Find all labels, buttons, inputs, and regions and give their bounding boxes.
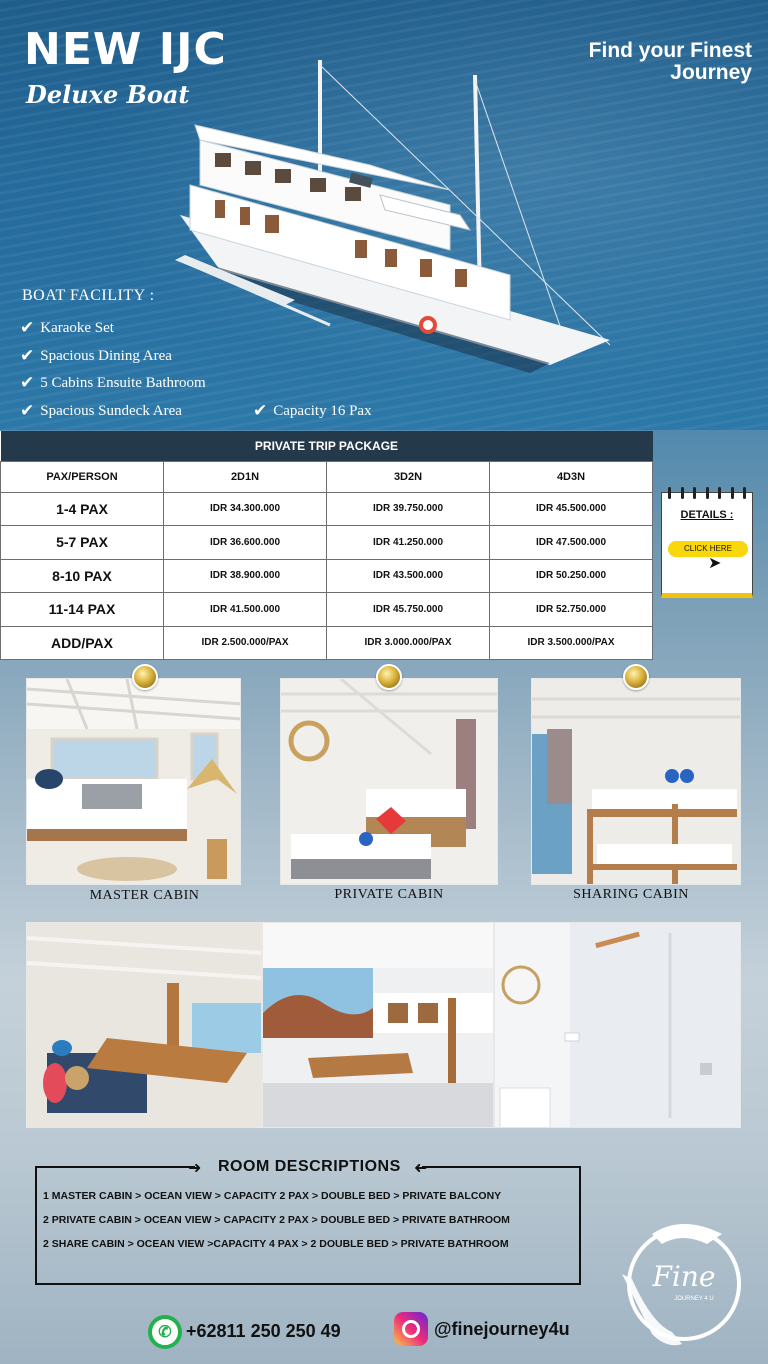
binder-rings <box>668 487 746 499</box>
instagram-icon[interactable] <box>394 1312 428 1346</box>
pax-cell: 1-4 PAX <box>1 492 164 526</box>
whatsapp-icon[interactable]: ✆ <box>148 1315 182 1349</box>
price-cell: IDR 38.900.000 <box>164 559 327 593</box>
cabin-label-master: MASTER CABIN <box>89 888 200 903</box>
cabin-label-private: PRIVATE CABIN <box>334 887 444 902</box>
facility-item-dining <box>20 346 172 366</box>
room-descriptions-box <box>35 1167 581 1285</box>
table-row <box>1 492 653 526</box>
price-cell: IDR 3.000.000/PAX <box>327 626 490 660</box>
price-cell: IDR 52.750.000 <box>490 593 653 627</box>
price-cell: IDR 47.500.000 <box>490 526 653 560</box>
price-cell: IDR 45.500.000 <box>490 492 653 526</box>
price-cell: IDR 39.750.000 <box>327 492 490 526</box>
arrow-left-icon: ➜ <box>414 1160 428 1177</box>
logo-text: Fine <box>652 1260 716 1293</box>
dining-area-photo <box>26 922 262 1128</box>
instagram-handle[interactable]: @finejourney4u <box>434 1319 570 1339</box>
facility-item-label: Spacious Sundeck Area <box>40 402 182 419</box>
table-row <box>1 626 653 660</box>
pax-cell: 5-7 PAX <box>1 526 164 560</box>
table-header-row <box>1 461 653 492</box>
checkmark-icon: ✔ <box>253 401 268 420</box>
checkmark-icon: ✔ <box>20 346 35 365</box>
private-cabin-photo <box>280 678 498 885</box>
price-cell: IDR 41.250.000 <box>327 526 490 560</box>
pax-cell: 8-10 PAX <box>1 559 164 593</box>
cabin-label-sharing: SHARING CABIN <box>573 887 689 902</box>
price-cell: IDR 50.250.000 <box>490 559 653 593</box>
hero-section <box>0 0 768 430</box>
pushpin-icon <box>623 664 649 690</box>
facility-item-sundeck <box>20 401 182 421</box>
room-description-line: 1 MASTER CABIN > OCEAN VIEW > CAPACITY 2 PAX > DOUBLE BED > PRIVATE BALCONY <box>43 1190 502 1202</box>
cursor-icon: ➤ <box>708 555 722 572</box>
fine-journey-logo <box>612 1214 752 1354</box>
table-row <box>1 559 653 593</box>
facility-item-karaoke <box>20 318 114 338</box>
facility-item-label: 5 Cabins Ensuite Bathroom <box>40 374 206 391</box>
table-row <box>1 593 653 627</box>
facility-item-label: Capacity 16 Pax <box>273 402 372 419</box>
logo-subtext: JOURNEY 4 U <box>674 1296 714 1302</box>
room-description-line: 2 PRIVATE CABIN > OCEAN VIEW > CAPACITY 2 PAX > DOUBLE BED > PRIVATE BATHROOM <box>43 1214 510 1226</box>
facility-item-label: Karaoke Set <box>40 319 114 336</box>
table-row <box>1 526 653 560</box>
click-here-button[interactable]: CLICK HERE <box>668 541 748 557</box>
checkmark-icon: ✔ <box>20 373 35 392</box>
sundeck-photo <box>262 922 494 1128</box>
sharing-cabin-photo <box>531 678 741 885</box>
column-header: 4D3N <box>490 461 653 492</box>
details-card <box>661 492 753 598</box>
column-header: PAX/PERSON <box>1 461 164 492</box>
master-cabin-photo <box>26 678 241 885</box>
column-header: 3D2N <box>327 461 490 492</box>
tagline-line-1: Find your Finest <box>588 39 752 62</box>
pushpin-icon <box>132 664 158 690</box>
room-description-line: 2 SHARE CABIN > OCEAN VIEW >CAPACITY 4 PAX > 2 DOUBLE BED > PRIVATE BATHROOM <box>43 1238 509 1250</box>
price-cell: IDR 3.500.000/PAX <box>490 626 653 660</box>
price-cell: IDR 43.500.000 <box>327 559 490 593</box>
arrow-right-icon: ➜ <box>188 1160 202 1177</box>
phone-number[interactable]: +62811 250 250 49 <box>186 1321 341 1341</box>
price-cell: IDR 41.500.000 <box>164 593 327 627</box>
hero-subtitle: Deluxe Boat <box>26 80 190 109</box>
price-table <box>0 431 653 660</box>
price-cell: IDR 34.300.000 <box>164 492 327 526</box>
facility-title: BOAT FACILITY : <box>22 287 155 304</box>
details-label: DETAILS : <box>680 509 734 521</box>
price-cell: IDR 45.750.000 <box>327 593 490 627</box>
column-header: 2D1N <box>164 461 327 492</box>
pushpin-icon <box>376 664 402 690</box>
room-descriptions-title: ROOM DESCRIPTIONS <box>218 1158 401 1175</box>
boat-image <box>170 55 620 385</box>
facility-item-label: Spacious Dining Area <box>40 347 172 364</box>
pax-cell: 11-14 PAX <box>1 593 164 627</box>
checkmark-icon: ✔ <box>20 318 35 337</box>
table-title: PRIVATE TRIP PACKAGE <box>1 431 653 461</box>
facility-item-cabins <box>20 373 206 393</box>
price-cell: IDR 36.600.000 <box>164 526 327 560</box>
price-cell: IDR 2.500.000/PAX <box>164 626 327 660</box>
facility-item-capacity <box>253 401 372 421</box>
checkmark-icon: ✔ <box>20 401 35 420</box>
tagline-line-2: Journey <box>670 61 752 84</box>
bathroom-photo <box>494 922 741 1128</box>
pax-cell: ADD/PAX <box>1 626 164 660</box>
hero-title: NEW IJC <box>24 24 227 75</box>
